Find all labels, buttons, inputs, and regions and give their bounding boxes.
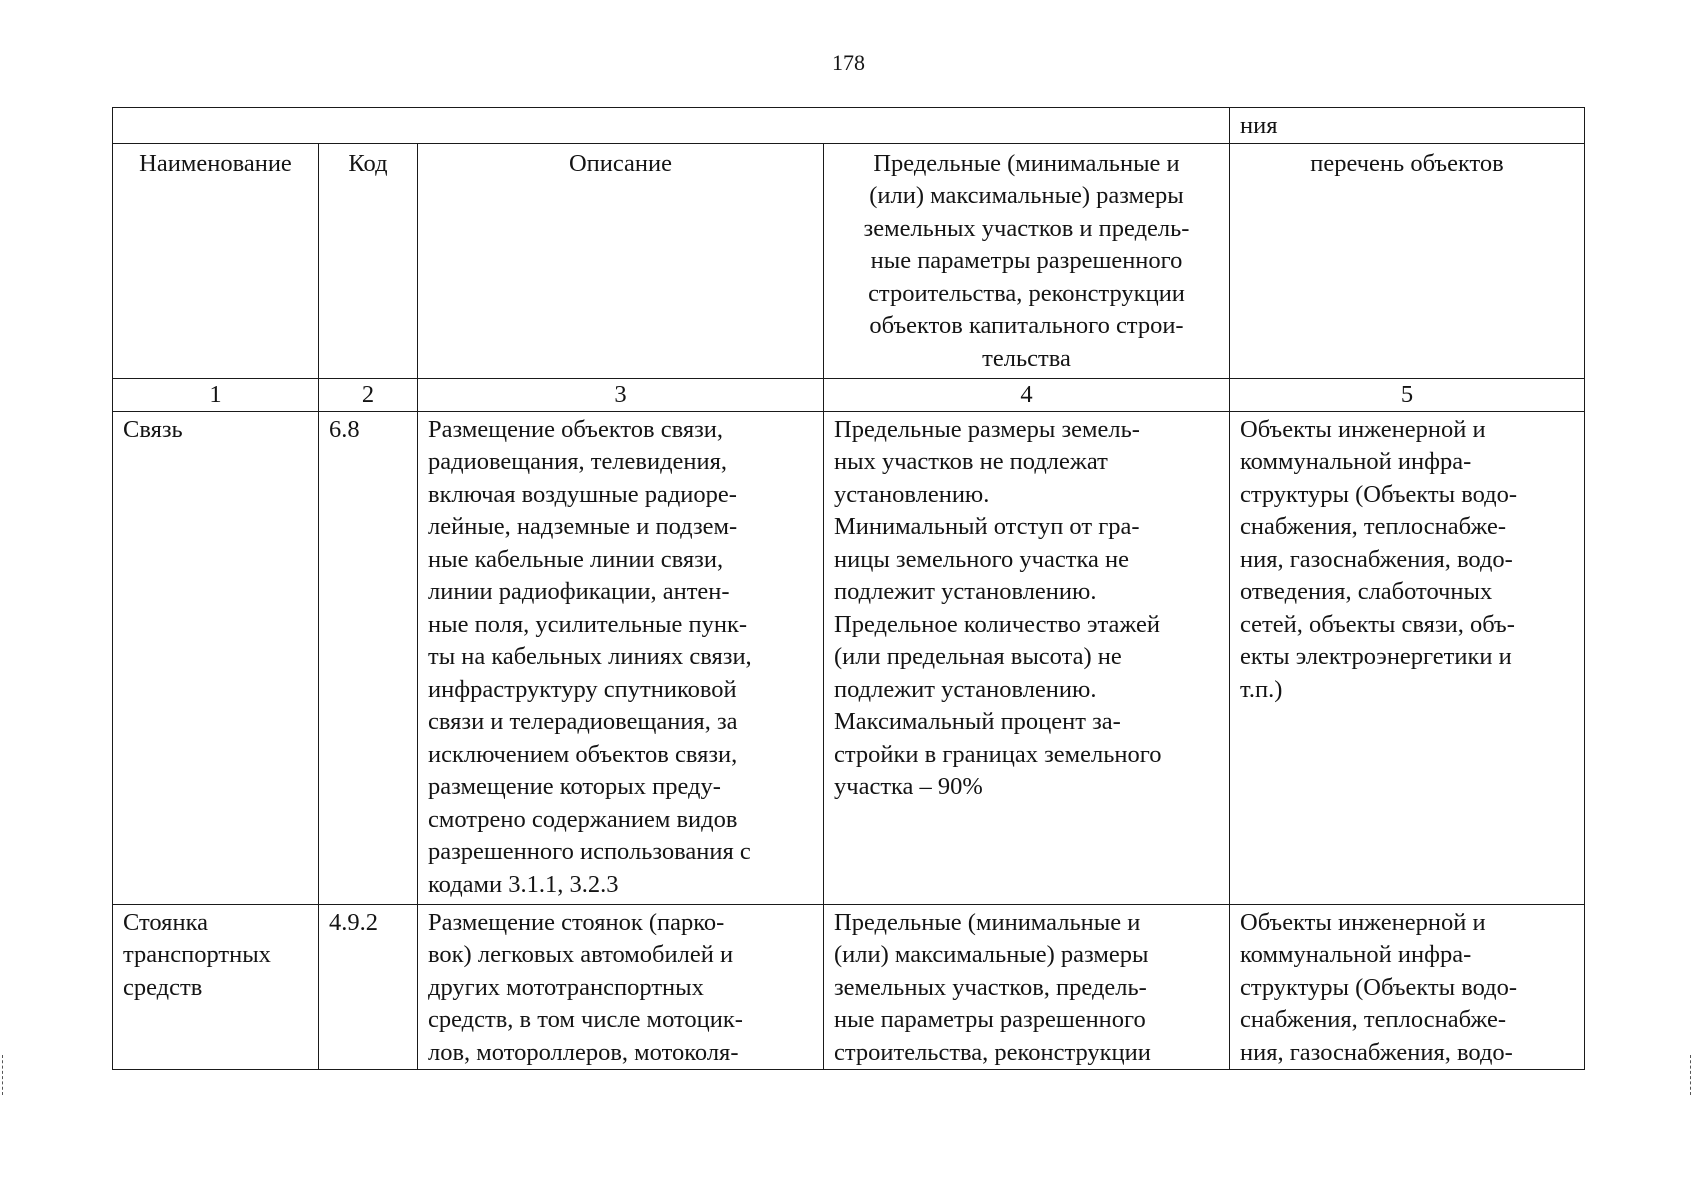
column-number: 1 xyxy=(113,378,319,411)
table-row xyxy=(113,904,1585,1070)
row-name: Стоянка транспортных средств xyxy=(113,904,319,1070)
header-parameters: Предельные (минимальные и (или) максимальные) размеры земельных участков и предель- ные параметры разрешенного строительства, реконструкции объектов капитального строи- тельства xyxy=(824,143,1230,378)
land-use-table xyxy=(112,107,1585,1070)
row-parameters: Предельные (минимальные и (или) максимальные) размеры земельных участков, предель- ные параметры разрешенного строительства, реконструкции xyxy=(824,904,1230,1070)
header-objects: перечень объектов xyxy=(1230,143,1585,378)
row-name: Связь xyxy=(113,411,319,904)
column-number: 4 xyxy=(824,378,1230,411)
left-edge-mark xyxy=(2,1055,6,1095)
row-parameters: Предельные размеры земель- ных участков не подлежат установлению. Минимальный отступ от гра- ницы земельного участка не подлежит установлению. Предельное количество этажей (или предельная высота) не подлежит установлению. Максимальный процент за- стройки в границах земельного участка – 90% xyxy=(824,411,1230,904)
row-description: Размещение объектов связи, радиовещания, телевидения, включая воздушные радиоре- лейные, надземные и подзем- ные кабельные линии связи, линии радиофикации, антен- ные поля, усилительные пунк- ты на кабельных линиях связи, инфраструктуру спутниковой связи и телерадиовещания, за исключением объектов связи, размещение которых преду- смотрено содержанием видов разрешенного использования с кодами 3.1.1, 3.2.3 xyxy=(418,411,824,904)
table-row xyxy=(113,411,1585,904)
header-description: Описание xyxy=(418,143,824,378)
column-number: 3 xyxy=(418,378,824,411)
row-code: 6.8 xyxy=(319,411,418,904)
carry-over-empty-cell xyxy=(113,108,1230,144)
carry-over-text: ния xyxy=(1230,108,1585,144)
column-number: 2 xyxy=(319,378,418,411)
row-objects: Объекты инженерной и коммунальной инфра- структуры (Объекты водо- снабжения, теплоснабже- ния, газоснабжения, водо- xyxy=(1230,904,1585,1070)
page-number: 178 xyxy=(832,50,865,75)
header-row xyxy=(113,143,1585,378)
row-code: 4.9.2 xyxy=(319,904,418,1070)
column-numbers-row xyxy=(113,378,1585,411)
row-description: Размещение стоянок (парко- вок) легковых автомобилей и других мототранспортных средств, в том числе мотоцик- лов, мотороллеров, мотоколя- xyxy=(418,904,824,1070)
row-objects: Объекты инженерной и коммунальной инфра- структуры (Объекты водо- снабжения, теплоснабже- ния, газоснабжения, водо- отведения, слаботочных сетей, объекты связи, объ- екты электроэнергетики и т.п.) xyxy=(1230,411,1585,904)
header-code: Код xyxy=(319,143,418,378)
column-number: 5 xyxy=(1230,378,1585,411)
header-name: Наименование xyxy=(113,143,319,378)
carry-over-row xyxy=(113,108,1585,144)
right-edge-mark xyxy=(1690,1055,1694,1095)
